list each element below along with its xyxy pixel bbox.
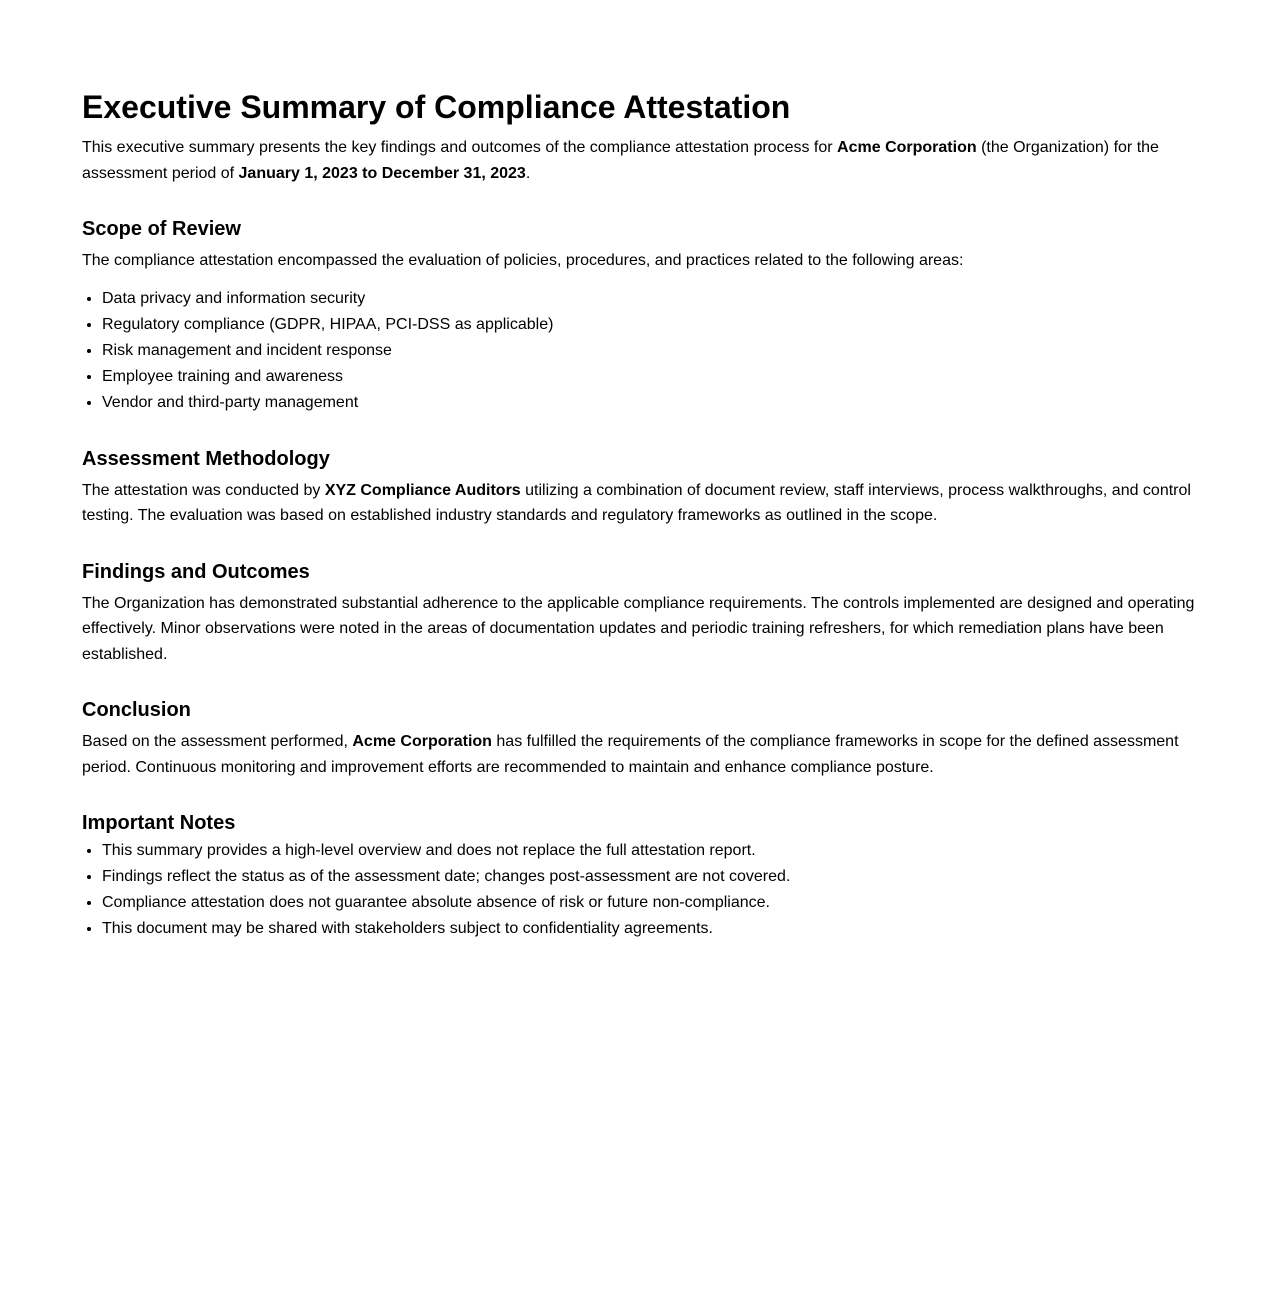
methodology-text-2: utilizing a combination of document review, staff interviews, process walkthroughs, and control testing. The evaluation was based on established industry standards and regulatory frameworks as outlined in the scope. xyxy=(82,481,1191,525)
notes-list xyxy=(82,838,1202,942)
intro-paragraph xyxy=(82,135,1202,186)
list-item: • Risk management and incident response xyxy=(102,338,1202,364)
notes-heading: Important Notes xyxy=(82,812,236,835)
findings-heading: Findings and Outcomes xyxy=(82,560,310,583)
methodology-section xyxy=(82,447,1202,529)
page-title: Executive Summary of Compliance Attestation xyxy=(82,89,791,125)
scope-heading: Scope of Review xyxy=(82,218,241,241)
auditor-name: XYZ Compliance Auditors xyxy=(324,481,521,499)
conclusion-text-1: Based on the assessment performed, xyxy=(82,733,353,751)
assessment-period: January 1, 2023 to December 31, 2023 xyxy=(238,164,526,182)
scope-section xyxy=(82,217,1202,416)
methodology-paragraph xyxy=(82,478,1202,529)
intro-text-2: (the Organization) for the assessment period of xyxy=(82,139,1159,182)
scope-text: The compliance attestation encompassed the evaluation of policies, procedures, and practices related to the following areas: xyxy=(82,252,964,270)
methodology-text-1: The attestation was conducted by xyxy=(82,481,325,499)
intro-text-3: . xyxy=(525,164,531,182)
conclusion-text-2: has fulfilled the requirements of the compliance frameworks in scope for the defined assessment period. Continuous monitoring and improvement efforts are recommended to maintain and enhance compliance posture. xyxy=(82,733,1179,776)
conclusion-heading: Conclusion xyxy=(82,699,191,722)
intro-text-1: This executive summary presents the key findings and outcomes of the compliance attestation process for xyxy=(82,139,838,157)
list-item: • Vendor and third-party management xyxy=(102,390,1202,416)
conclusion-section xyxy=(82,698,1202,780)
scope-list xyxy=(82,286,1202,416)
conclusion-paragraph xyxy=(82,729,1202,780)
list-item: • Employee training and awareness xyxy=(102,364,1202,390)
list-item: • This summary provides a high-level overview and does not replace the full attestation report. xyxy=(102,838,1202,864)
findings-section xyxy=(82,560,1202,668)
methodology-heading: Assessment Methodology xyxy=(82,447,330,470)
list-item: • Findings reflect the status as of the assessment date; changes post-assessment are not covered. xyxy=(102,864,1202,890)
list-item: • This document may be shared with stakeholders subject to confidentiality agreements. xyxy=(102,916,1202,942)
list-item: • Data privacy and information security xyxy=(102,286,1202,312)
list-item: • Compliance attestation does not guarantee absolute absence of risk or future non-compliance. xyxy=(102,890,1202,916)
list-item: • Regulatory compliance (GDPR, HIPAA, PCI-DSS as applicable) xyxy=(102,312,1202,338)
findings-text: The Organization has demonstrated substantial adherence to the applicable compliance requirements. The controls implemented are designed and operating effectively. Minor observations were noted in the areas of documentation updates and periodic training refreshers, for which remediation plans have been established. xyxy=(82,594,1195,663)
organization-name: Acme Corporation xyxy=(352,733,492,751)
organization-name: Acme Corporation xyxy=(837,139,977,157)
notes-section xyxy=(82,811,1202,942)
